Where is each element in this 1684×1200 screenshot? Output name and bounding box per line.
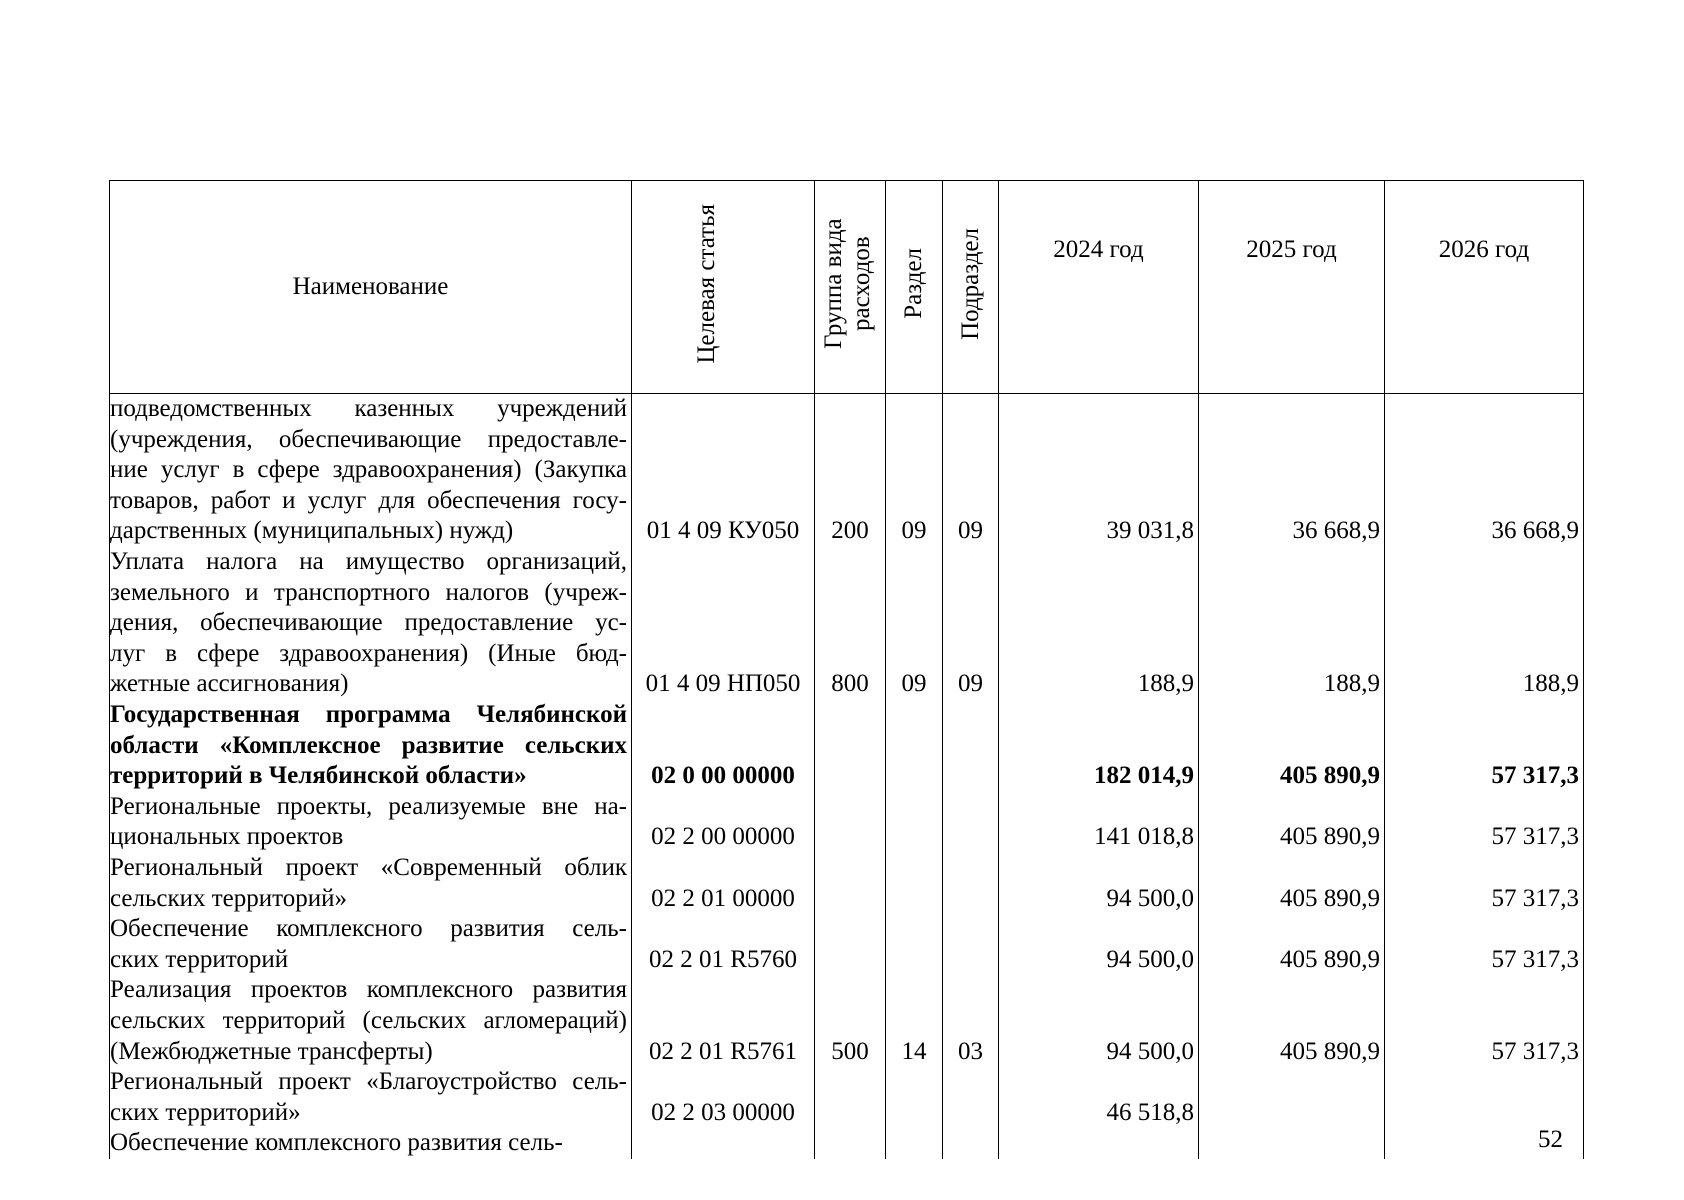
row-name-line: циональных проектов — [110, 823, 344, 851]
row-section-cell: 09 — [901, 517, 927, 545]
year-2026-column — [1385, 394, 1584, 1160]
row-name-line: луг в сфере здравоохранения) (Иные бюд- — [110, 639, 627, 667]
row-y2026-cell: 188,9 — [1522, 670, 1579, 698]
row-group-cell: 200 — [831, 517, 869, 545]
row-section-cell: 14 — [901, 1037, 927, 1065]
row-name-line: подведомственных казенных учреждений — [110, 395, 627, 422]
row-name-line: Обеспечение комплексного развития сель- — [110, 1129, 563, 1157]
row-y2024-cell: 94 500,0 — [1106, 945, 1194, 973]
row-y2024-cell: 46 518,8 — [1106, 1098, 1194, 1126]
row-y2025-cell: 188,9 — [1323, 670, 1380, 698]
header-section: Раздел — [886, 181, 943, 394]
row-y2024-cell: 188,9 — [1137, 670, 1194, 698]
row-y2026-cell: 57 317,3 — [1491, 884, 1579, 912]
row-name-line: ских территорий — [110, 945, 289, 973]
row-subsection-cell: 03 — [958, 1037, 983, 1065]
row-target-cell: 02 2 00 00000 — [651, 823, 795, 851]
row-y2025-cell: 405 890,9 — [1280, 884, 1380, 912]
row-y2025-cell: 405 890,9 — [1280, 823, 1380, 851]
year-2024-column — [999, 394, 1199, 1160]
year-2025-column — [1199, 394, 1385, 1160]
header-name: Наименование — [110, 181, 632, 394]
row-group-cell: 800 — [831, 670, 869, 698]
row-target-cell: 02 2 01 00000 — [651, 884, 795, 912]
row-name-line: сельских территорий» — [110, 884, 347, 912]
row-target-cell: 01 4 09 КУ050 — [646, 517, 800, 545]
target-column — [632, 394, 815, 1160]
row-y2024-cell: 94 500,0 — [1106, 1037, 1194, 1065]
row-y2025-cell: 405 890,9 — [1280, 945, 1380, 973]
header-year-2026: 2026 год — [1385, 181, 1584, 394]
row-name-line: (Межбюджетные трансферты) — [110, 1037, 433, 1065]
row-y2024-cell: 94 500,0 — [1106, 884, 1194, 912]
group-column — [815, 394, 886, 1160]
row-target-cell: 02 0 00 00000 — [651, 762, 795, 790]
body-row — [110, 394, 1584, 1160]
row-name-line: Уплата налога на имущество организаций, — [110, 548, 627, 575]
row-name-line: территорий в Челябинской области» — [110, 762, 527, 790]
row-y2025-cell: 36 668,9 — [1292, 517, 1380, 545]
row-name-line: Государственная программа Челябинской — [110, 701, 627, 728]
budget-table — [109, 180, 1584, 1159]
row-y2026-cell: 57 317,3 — [1491, 945, 1579, 973]
row-y2026-cell: 36 668,9 — [1491, 517, 1579, 545]
row-name-line: ние услуг в сфере здравоохранения) (Закупка — [110, 456, 627, 484]
section-column — [886, 394, 943, 1160]
row-target-cell: 02 2 01 R5760 — [649, 945, 797, 973]
header-expense-group: Группа вида расходов — [815, 181, 886, 394]
row-y2024-cell: 39 031,8 — [1106, 517, 1194, 545]
row-name-line: дарственных (муниципальных) нужд) — [110, 517, 514, 545]
row-name-line: Региональные проекты, реализуемые вне на- — [110, 792, 627, 820]
row-target-cell: 02 2 01 R5761 — [649, 1037, 797, 1065]
header-year-2025: 2025 год — [1199, 181, 1385, 394]
row-name-line: (учреждения, обеспечивающие предоставле- — [110, 425, 627, 453]
row-subsection-cell: 09 — [958, 517, 983, 545]
row-target-cell: 01 4 09 НП050 — [645, 670, 801, 698]
name-column — [110, 394, 632, 1160]
header-target-article: Целевая статья — [632, 181, 815, 394]
header-year-2024: 2024 год — [999, 181, 1199, 394]
row-name-line: земельного и транспортного налогов (учреж- — [110, 578, 627, 606]
row-name-line: жетные ассигнования) — [110, 670, 349, 698]
row-name-line: сельских территорий (сельских агломераций) — [110, 1007, 627, 1034]
row-y2025-cell: 405 890,9 — [1280, 762, 1380, 790]
row-target-cell: 02 2 03 00000 — [651, 1098, 795, 1126]
row-name-line: Региональный проект «Благоустройство сель- — [110, 1068, 627, 1096]
row-name-line: Обеспечение комплексного развития сель- — [110, 915, 627, 943]
row-y2026-cell: 57 317,3 — [1491, 1037, 1579, 1065]
row-group-cell: 500 — [831, 1037, 869, 1065]
row-y2026-cell: 57 317,3 — [1491, 823, 1579, 851]
page-number: 52 — [1538, 1126, 1563, 1153]
row-name-line: ских территорий» — [110, 1098, 301, 1126]
row-y2024-cell: 182 014,9 — [1094, 762, 1194, 790]
row-section-cell: 09 — [901, 670, 927, 698]
row-name-line: области «Комплексное развитие сельских — [110, 731, 627, 759]
row-y2025-cell: 405 890,9 — [1280, 1037, 1380, 1065]
header-subsection: Подраздел — [943, 181, 999, 394]
row-name-line: дения, обеспечивающие предоставление ус- — [110, 609, 627, 637]
row-y2026-cell: 57 317,3 — [1491, 762, 1579, 790]
row-subsection-cell: 09 — [958, 670, 983, 698]
subsection-column — [943, 394, 999, 1160]
header-row — [110, 181, 1584, 394]
row-name-line: Региональный проект «Современный облик — [110, 854, 627, 881]
row-name-line: Реализация проектов комплексного развития — [110, 976, 627, 1004]
row-name-line: товаров, работ и услуг для обеспечения госу- — [110, 486, 627, 514]
row-y2024-cell: 141 018,8 — [1094, 823, 1194, 851]
